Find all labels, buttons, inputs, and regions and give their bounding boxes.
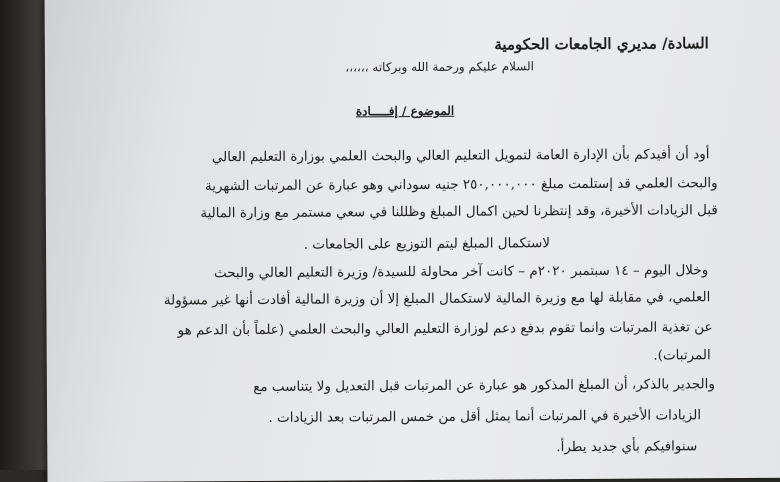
body-line: قبل الزيادات الأخيرة، وقد إنتظرنا لحين اكمال المبلغ وظللنا في سعي مستمر مع وزارة المالية — [200, 202, 718, 222]
letter-addressee: السادة/ مديري الجامعات الحكومية — [494, 34, 709, 54]
body-line: العلمي، في مقابلة لها مع وزيرة المالية لاستكمال المبلغ إلا أن وزيرة المالية أفادت أنها غير مسؤولة — [163, 289, 711, 309]
body-line: أود أن أفيدكم بأن الإدارة العامة لتمويل التعليم العالي والبحث العلمي بوزارة التعليم العالي — [211, 146, 710, 166]
body-line: والجدير بالذكر، أن المبلغ المذكور هو عبارة عن المرتبات قبل التعديل ولا يتناسب مع — [253, 376, 715, 396]
letter-page — [45, 0, 780, 482]
body-line: عن تغذية المرتبات وانما تقوم بدفع دعم لوزارة التعليم العالي والبحث العلمي (علماً بأن الدعم هو — [177, 319, 713, 339]
letter-greeting: السلام عليكم ورحمة الله وبركاته ،،،،،، — [345, 59, 535, 75]
body-line: المرتبات). — [653, 347, 711, 364]
body-line: سنوافيكم بأي جديد يطرأ. — [556, 438, 698, 456]
body-line: لاستكمال المبلغ ليتم التوزيع على الجامعات . — [303, 235, 551, 253]
body-line: وخلال اليوم – ١٤ سبتمبر ٢٠٢٠م – كانت آخر محاولة للسيدة/ وزيرة التعليم العالي والبحث — [213, 262, 709, 282]
body-line: الزيادات الأخيرة في المرتبات أنما يمثل أقل من خمس المرتبات بعد الزيادات . — [268, 407, 702, 426]
letter-subject: الموضوع / إفـــــادة — [355, 103, 455, 119]
body-line: والبحث العلمي قد إستلمت مبلغ ٢٥٠,٠٠٠,٠٠٠ جنيه سوداني وهو عبارة عن المرتبات الشهرية — [204, 175, 718, 195]
